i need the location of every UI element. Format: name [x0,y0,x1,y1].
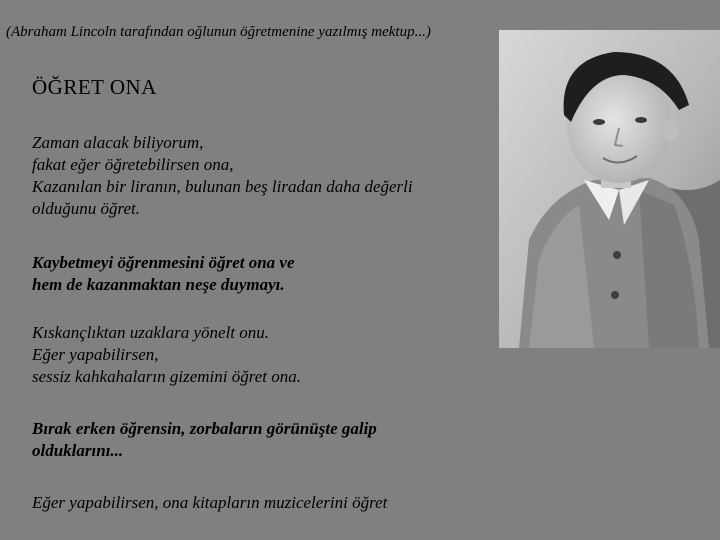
poem-line: olduklarını... [32,441,124,460]
poem-line: Eğer yapabilirsen, [32,345,159,364]
poem-line: Zaman alacak biliyorum, [32,133,204,152]
stanza-4 [32,418,377,462]
stanza-5 [32,492,387,514]
poem-line: hem de kazanmaktan neşe duymayı. [32,275,285,294]
stanza-1 [32,132,413,220]
stanza-3 [32,322,301,388]
boy-portrait-photo [499,30,720,348]
poem-line: Bırak erken öğrensin, zorbaların görünüşte galip [32,419,377,438]
poem-line: Kaybetmeyi öğrenmesini öğret ona ve [32,253,295,272]
poem-line: fakat eğer öğretebilirsen ona, [32,155,234,174]
poem-line: Kıskançlıktan uzaklara yönelt onu. [32,323,270,342]
boy-portrait-illustration [499,30,720,348]
stanza-2 [32,252,295,296]
poem-line: olduğunu öğret. [32,199,140,218]
poem-line: Kazanılan bir liranın, bulunan beş liradan daha değerli [32,177,413,196]
poem-line: Eğer yapabilirsen, ona kitapların muzicelerini öğret [32,493,388,512]
caption: (Abraham Lincoln tarafından oğlunun öğretmenine yazılmış mektup...) [6,24,431,40]
poem-line: sessiz kahkahaların gizemini öğret ona. [32,367,301,386]
poem-title: ÖĞRET ONA [32,75,157,99]
